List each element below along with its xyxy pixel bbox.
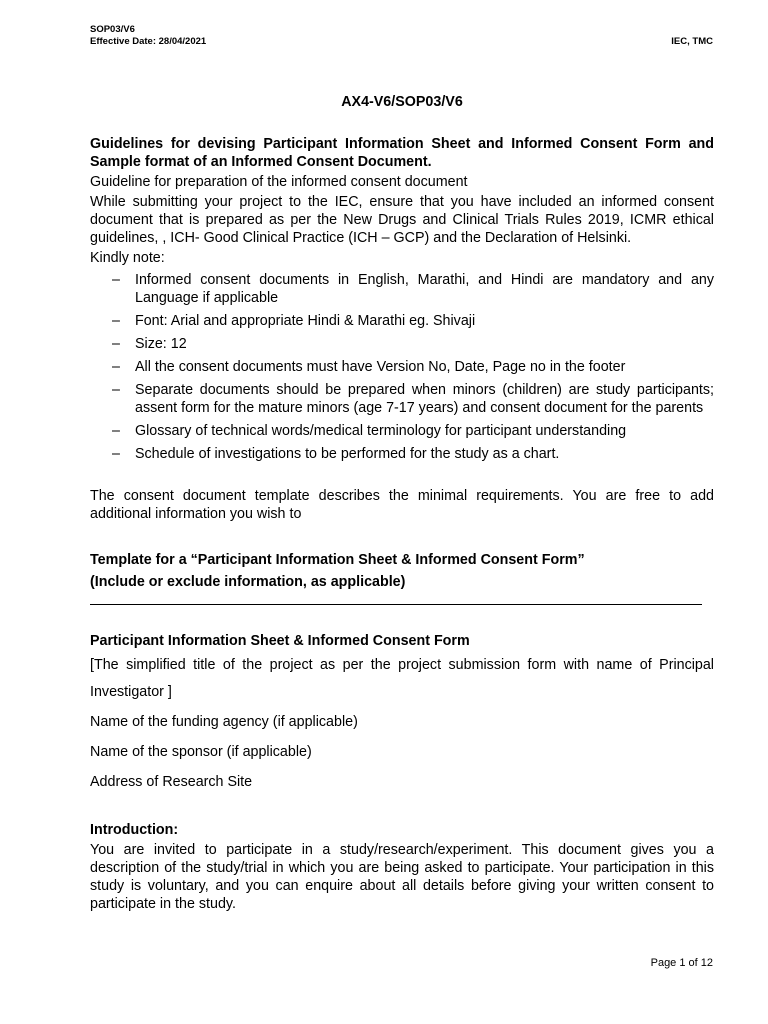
list-item: [90, 271, 714, 307]
effective-date: Effective Date: 28/04/2021: [90, 36, 207, 47]
template-title: Template for a “Participant Information Sheet & Informed Consent Form”: [90, 552, 585, 568]
funding-agency-line: Name of the funding agency (if applicable): [90, 714, 358, 730]
header-left: [90, 24, 206, 48]
list-item-text: Glossary of technical words/medical terminology for participant understanding: [135, 423, 627, 439]
dash-bullet: –: [112, 446, 120, 462]
sponsor-line: Name of the sponsor (if applicable): [90, 744, 312, 760]
list-item: [90, 422, 714, 440]
list-item: [90, 381, 714, 417]
dash-bullet: –: [112, 359, 120, 375]
dash-bullet: –: [112, 336, 120, 352]
guidelines-title: Guidelines for devising Participant Information Sheet and Informed Consent Form and Sample format of an Informed Consent Document.: [90, 136, 714, 170]
guidelines-subtitle: Guideline for preparation of the informed consent document: [90, 174, 468, 190]
introduction-heading: Introduction:: [90, 822, 179, 838]
list-item-text: All the consent documents must have Version No, Date, Page no in the footer: [135, 359, 626, 375]
template-heading: [90, 549, 714, 593]
page-number: Page 1 of 12: [650, 957, 713, 969]
guidelines-intro: While submitting your project to the IEC, ensure that you have included an informed consent document that is prepared as per the New Drugs and Clinical Trials Rules 2019, ICMR ethical guidelines, , ICH- Good Clinical Practice (ICH – GCP) and the Declaration of Helsinki.: [90, 194, 714, 246]
doc-code: SOP03/V6: [90, 24, 135, 35]
list-item: [90, 358, 714, 376]
template-subnote: (Include or exclude information, as applicable): [90, 574, 406, 590]
project-title-placeholder: [The simplified title of the project as per the project submission form with name of Principal Investigator ]: [90, 657, 714, 700]
list-item-text: Size: 12: [135, 336, 187, 352]
introduction-text: You are invited to participate in a study/research/experiment. This document gives you a description of the study/trial in which you are being asked to participate. Your participation in this study is voluntary, and you can enquire about all details before giving your written consent to participate in the study.: [90, 842, 714, 912]
horizontal-rule: [90, 604, 702, 605]
header-org: IEC, TMC: [671, 36, 713, 47]
dash-bullet: –: [112, 272, 120, 288]
research-site-line: Address of Research Site: [90, 774, 253, 790]
list-item: [90, 335, 714, 353]
list-item-text: Font: Arial and appropriate Hindi & Marathi eg. Shivaji: [135, 313, 476, 329]
dash-bullet: –: [112, 313, 120, 329]
list-item: [90, 312, 714, 330]
list-item-text: Informed consent documents in English, Marathi, and Hindi are mandatory and any Language if applicable: [135, 272, 714, 306]
guidelines-list: [90, 271, 714, 463]
list-item-text: Separate documents should be prepared when minors (children) are study participants; assent form for the mature minors (age 7-17 years) and consent document for the parents: [135, 382, 714, 416]
kindly-note-label: Kindly note:: [90, 250, 165, 266]
list-item: [90, 445, 714, 463]
template-note: The consent document template describes the minimal requirements. You are free to add additional information you wish to: [90, 488, 714, 522]
list-item-text: Schedule of investigations to be performed for the study as a chart.: [135, 446, 560, 462]
dash-bullet: –: [112, 382, 120, 398]
pis-title: Participant Information Sheet & Informed Consent Form: [90, 633, 470, 649]
document-body: [90, 93, 714, 913]
dash-bullet: –: [112, 423, 120, 439]
document-id: AX4-V6/SOP03/V6: [341, 94, 463, 110]
